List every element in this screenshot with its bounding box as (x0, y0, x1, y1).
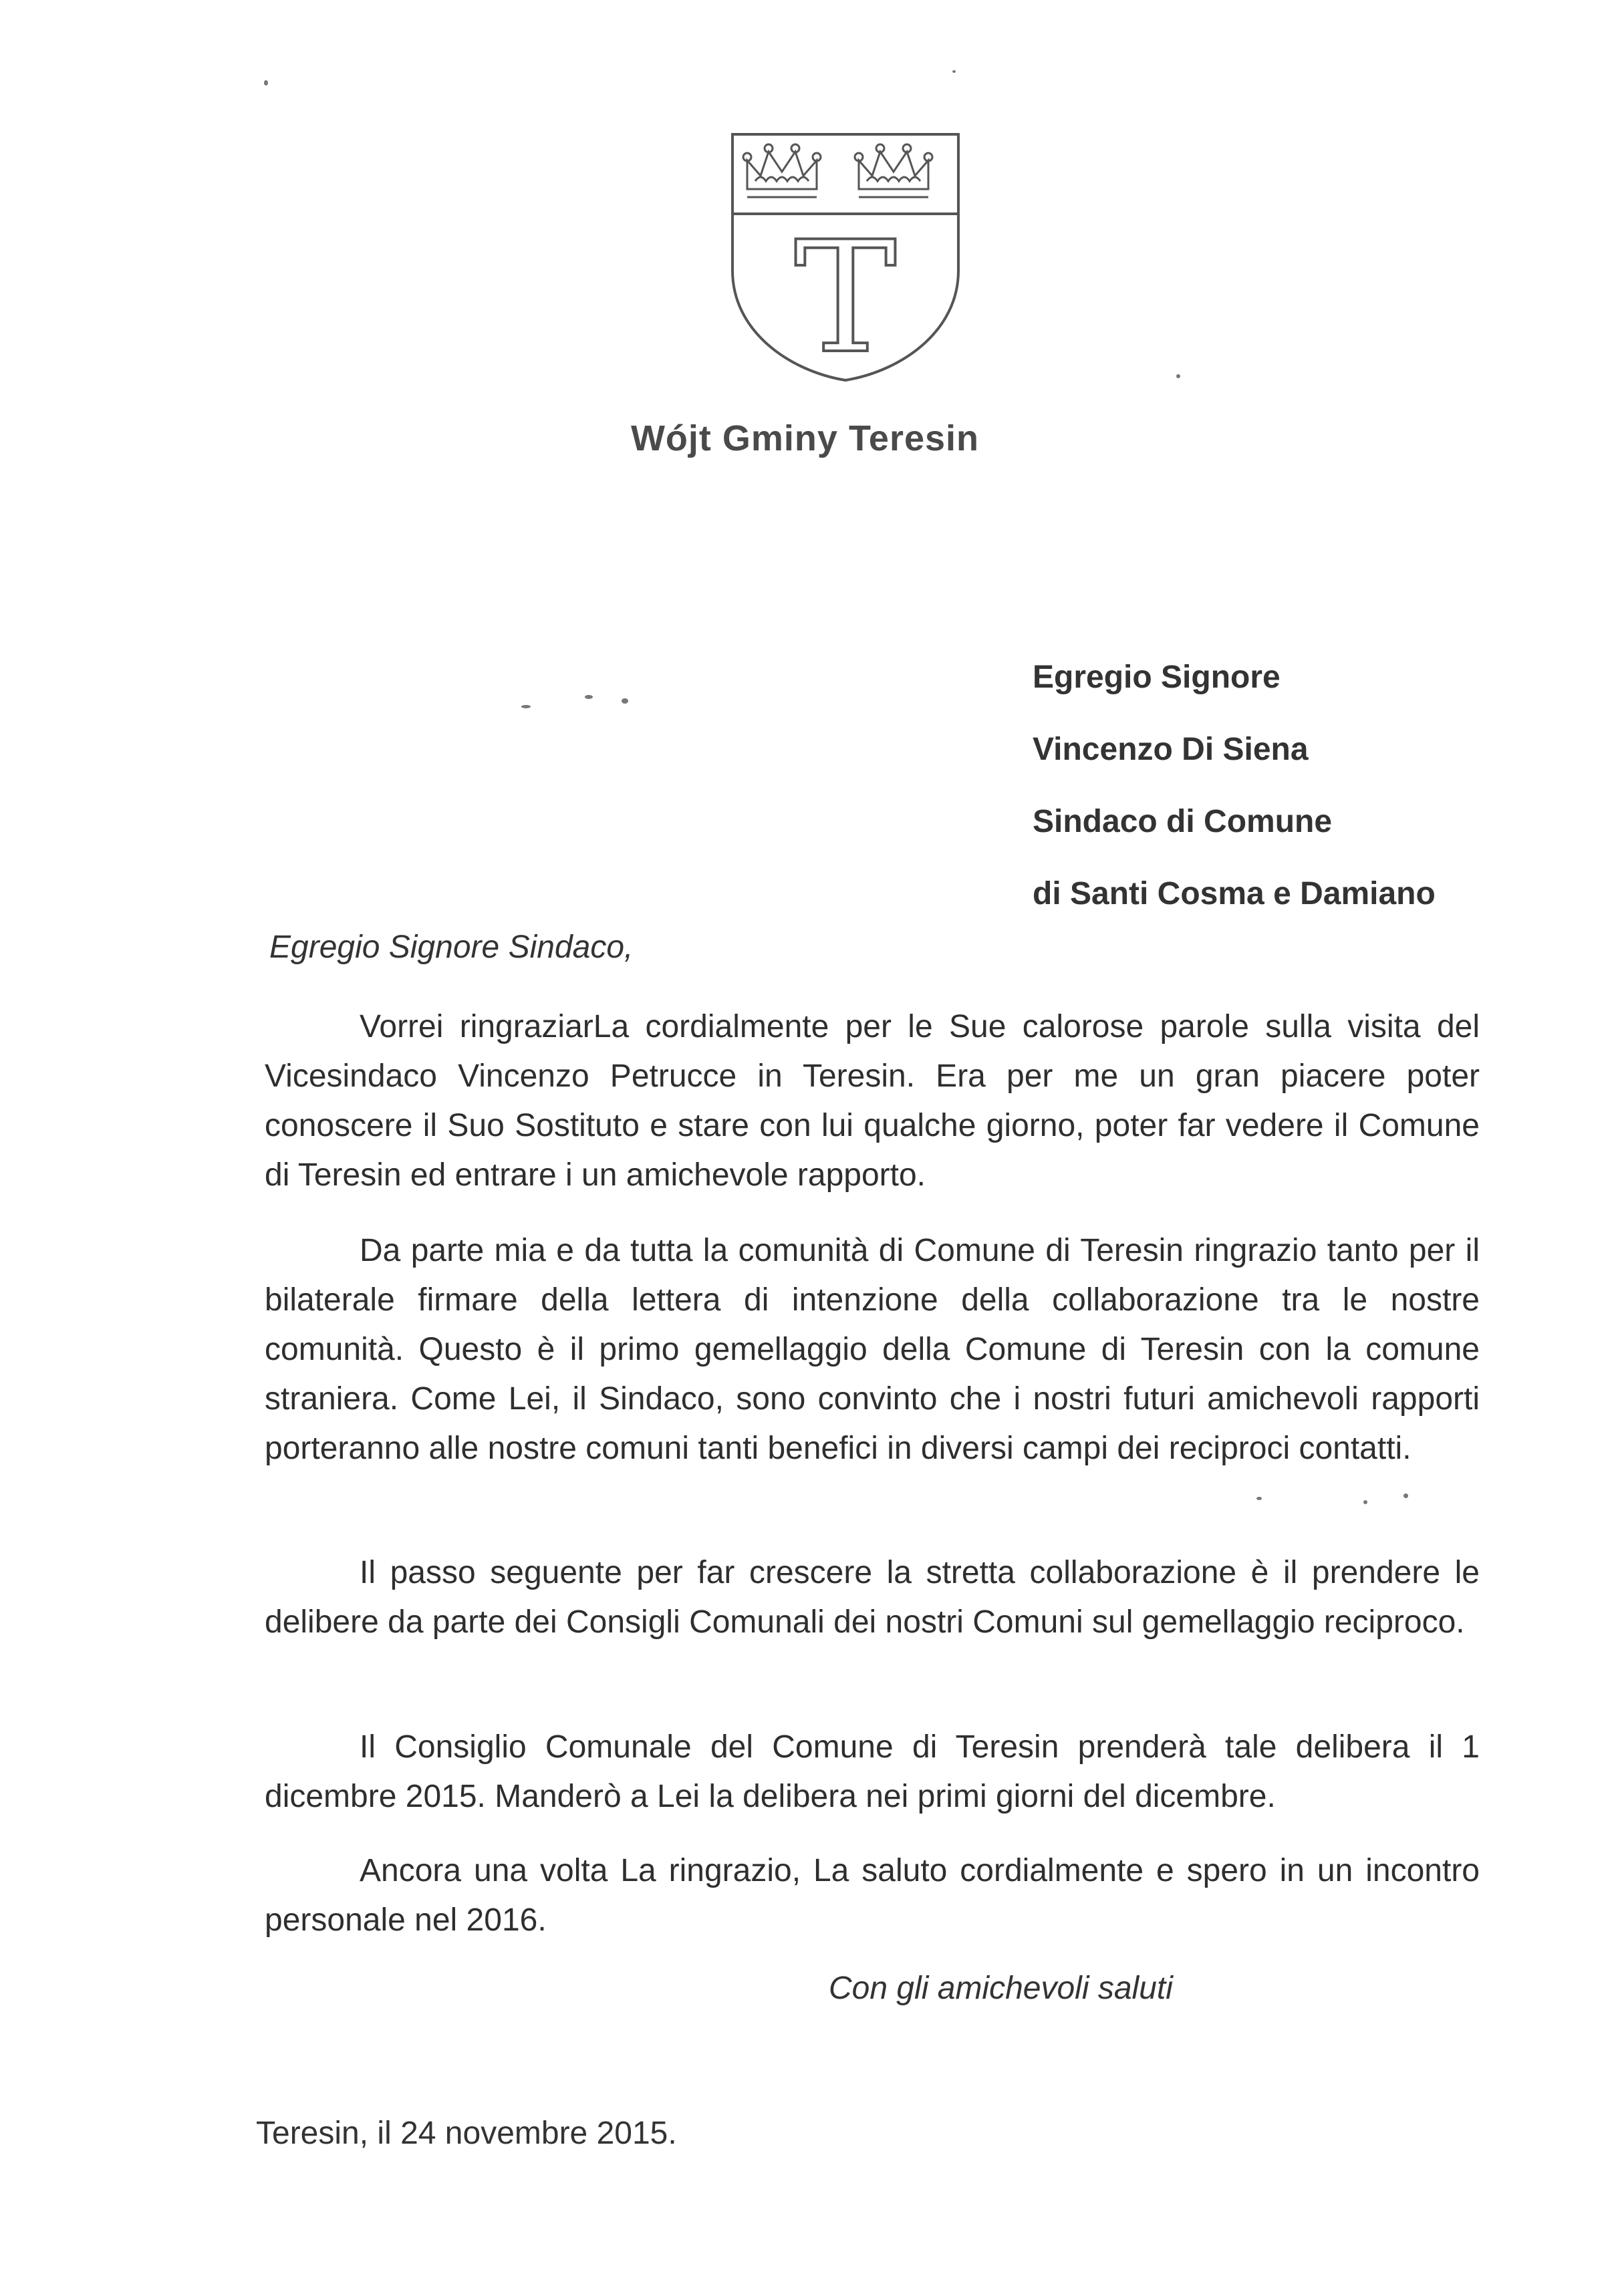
scan-speck (622, 698, 628, 704)
scan-speck (521, 705, 531, 708)
salutation: Egregio Signore Sindaco, (269, 929, 634, 965)
paragraph: Il Consiglio Comunale del Comune di Teresin prenderà tale delibera il 1 dicembre 2015. Manderò a Lei la delibera nei primi giorni del dicembre. (265, 1729, 1480, 1814)
coat-of-arms-icon (728, 130, 962, 384)
organization-name: Wójt Gminy Teresin (630, 418, 980, 458)
paragraph: Da parte mia e da tutta la comunità di Comune di Teresin ringrazio tanto per il bilaterale firmare della lettera di intenzione della collaborazione tra le nostre comunità. Questo è il primo gemellaggio della Comune di Teresin con la comune straniera. Come Lei, il Sindaco, sono convinto che i nostri futuri amichevoli rapporti porteranno alle nostre comuni tanti benefici in diversi campi dei reciproci contatti. (265, 1233, 1480, 1466)
recipient-name: Vincenzo Di Siena (1033, 732, 1309, 767)
scan-speck (585, 695, 593, 699)
scan-speck (1363, 1500, 1367, 1504)
paragraph: Il passo seguente per far crescere la stretta collaborazione è il prendere le delibere da parte dei Consigli Comunali dei nostri Comuni sul gemellaggio reciproco. (265, 1555, 1480, 1640)
scan-speck (264, 80, 268, 86)
paragraph: Ancora una volta La ringrazio, La saluto cordialmente e spero in un incontro personale nel 2016. (265, 1853, 1480, 1938)
recipient-line: Egregio Signore (1033, 660, 1281, 695)
scan-speck (1256, 1497, 1262, 1500)
recipient-line: Sindaco di Comune (1033, 804, 1333, 839)
crown-right-icon (855, 144, 932, 197)
paragraph: Vorrei ringraziarLa cordialmente per le Sue calorose parole sulla visita del Vicesindaco Vincenzo Petrucce in Teresin. Era per me un gran piacere poter conoscere il Suo Sostituto e stare con lui qualche giorno, poter far vedere il Comune di Teresin ed entrare i un amichevole rapporto. (265, 1009, 1480, 1193)
recipient-address (1033, 641, 1436, 930)
scan-speck (1176, 374, 1180, 378)
scan-speck (952, 70, 956, 73)
closing-line: Con gli amichevoli saluti (829, 1971, 1173, 2006)
place-and-date: Teresin, il 24 novembre 2015. (256, 2116, 677, 2151)
crown-left-icon (743, 144, 821, 197)
crest-monogram: T (794, 209, 897, 384)
scan-speck (1403, 1493, 1408, 1498)
recipient-line: di Santi Cosma e Damiano (1033, 876, 1436, 911)
